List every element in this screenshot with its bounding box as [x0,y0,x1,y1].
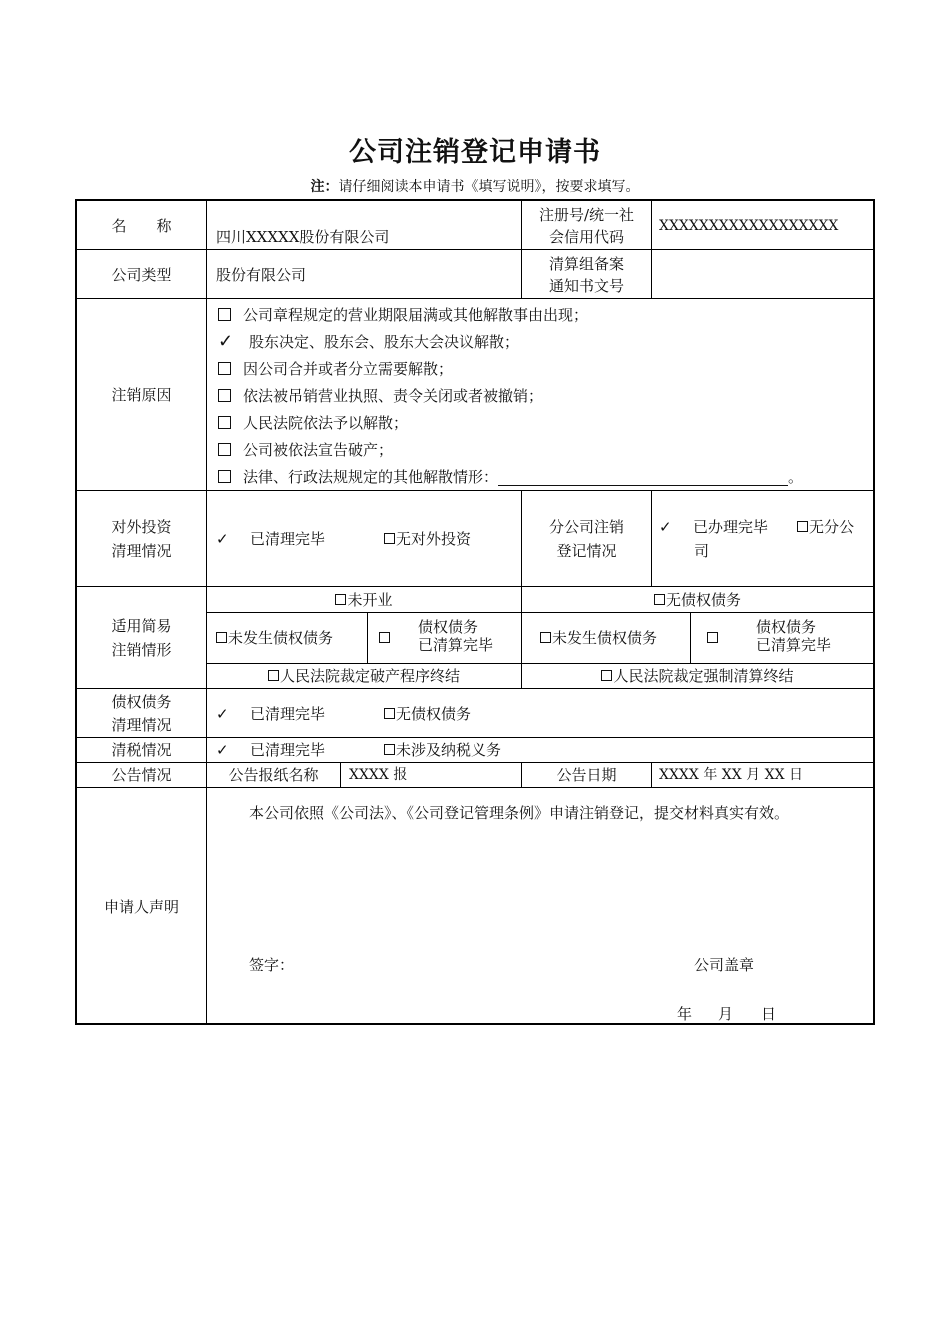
branch-label-line1: 分公司注销 [548,518,624,536]
checkbox-empty[interactable] [384,533,395,544]
note-text: 请仔细阅读本申请书《填写说明》，按要求填写。 [338,179,640,195]
simple-no-debt-occurred-2[interactable]: 未发生债权债务 [540,627,657,649]
tax-option-none[interactable]: 未涉及纳税义务 [384,739,501,761]
notice-number-label-line1: 清算组备案 [548,255,624,273]
company-name-value: 四川XXXXX股份有限公司 [216,228,390,246]
reg-code-label-line2: 会信用代码 [548,228,624,246]
simple-label-line2: 注销情形 [111,641,172,659]
debt-option-cleared[interactable]: ✓ 已清理完毕 [216,705,326,723]
reason-item-5[interactable]: 人民法院依法予以解散； [218,412,408,434]
checkbox-empty[interactable] [601,670,612,681]
simple-debt-cleared-1-line1: 债权债务 [418,618,479,636]
simple-debt-cleared-2-box[interactable] [707,627,719,649]
reason-item-2[interactable]: ✓ 股东决定、股东会、股东大会决议解散； [218,331,520,352]
checkbox-empty[interactable] [218,308,231,321]
company-name-label: 名 称 [111,217,172,235]
checkbox-empty[interactable] [540,632,551,643]
announcement-label: 公告情况 [111,766,172,784]
simple-debt-cleared-1-box[interactable] [379,627,391,649]
branch-option-none-wrap: 司 [694,542,710,560]
investment-label-line2: 清理情况 [111,542,172,560]
simple-no-debt[interactable]: 无债权债务 [522,589,873,611]
checkbox-empty[interactable] [707,632,718,643]
reason-item-7[interactable]: 法律、行政法规规定的其他解散情形： 。 [218,466,803,488]
tax-label: 清税情况 [111,741,172,759]
checkbox-empty[interactable] [335,594,346,605]
simple-debt-cleared-2-line2: 已清算完毕 [756,636,832,654]
form-note [0,176,950,196]
checkbox-empty[interactable] [268,670,279,681]
date-year-label: 年 [677,1005,693,1023]
note-label: 注： [310,179,339,195]
dissolution-reason-label: 注销原因 [111,386,172,404]
debt-label-line1: 债权债务 [111,693,172,711]
check-mark-icon[interactable]: ✓ [659,518,672,536]
checkbox-empty[interactable] [384,744,395,755]
checkbox-empty[interactable] [218,470,231,483]
announcement-date-value: XXXX 年 XX 月 XX 日 [659,767,803,783]
reg-code-value: XXXXXXXXXXXXXXXXXX [659,218,839,234]
company-type-label: 公司类型 [111,266,172,284]
branch-option-none[interactable]: 无分公 [797,516,854,538]
debt-label-line2: 清理情况 [111,716,172,734]
simple-not-opened[interactable]: 未开业 [207,589,521,611]
signature-label: 签字： [249,956,295,974]
reason-item-1[interactable]: 公司章程规定的营业期限届满或其他解散事由出现； [218,304,588,326]
checkbox-empty[interactable] [216,632,227,643]
simple-label-line1: 适用简易 [111,617,172,635]
check-mark-icon[interactable]: ✓ [216,705,229,723]
reason-item-6[interactable]: 公司被依法宣告破产； [218,439,393,461]
checkbox-empty[interactable] [654,594,665,605]
checkbox-empty[interactable] [218,362,231,375]
simple-liquidation-ended[interactable]: 人民法院裁定强制清算终结 [522,665,873,687]
declaration-text: 本公司依照《公司法》、《公司登记管理条例》申请注销登记，提交材料真实有效。 [249,804,790,822]
simple-bankruptcy-ended[interactable]: 人民法院裁定破产程序终结 [207,665,521,687]
newspaper-label: 公告报纸名称 [228,766,319,784]
company-seal-label: 公司盖章 [694,956,755,974]
declaration-label: 申请人声明 [103,898,179,916]
checkbox-empty[interactable] [218,389,231,402]
investment-option-cleared[interactable]: ✓ 已清理完毕 [216,530,326,548]
check-mark-icon[interactable]: ✓ [218,331,234,352]
checkbox-empty[interactable] [379,632,390,643]
simple-no-debt-occurred-1[interactable]: 未发生债权债务 [216,627,333,649]
checkbox-empty[interactable] [797,521,808,532]
investment-label-line1: 对外投资 [111,518,172,536]
tax-option-cleared[interactable]: ✓ 已清理完毕 [216,741,326,759]
date-month-label: 月 [718,1005,734,1023]
simple-debt-cleared-1-line2: 已清算完毕 [418,636,494,654]
newspaper-value: XXXX 报 [349,767,408,783]
investment-option-none[interactable]: 无对外投资 [384,528,471,550]
branch-label-line2: 登记情况 [556,542,617,560]
notice-number-label-line2: 通知书文号 [548,277,624,295]
reg-code-label-line1: 注册号/统一社 [538,206,635,224]
page-title: 公司注销登记申请书 [349,137,601,168]
checkbox-empty[interactable] [384,708,395,719]
debt-option-none[interactable]: 无债权债务 [384,703,471,725]
company-type-value: 股份有限公司 [216,266,307,284]
reason-item-4[interactable]: 依法被吊销营业执照、责令关闭或者被撤销； [218,385,543,407]
simple-debt-cleared-2-line1: 债权债务 [756,618,817,636]
date-day-label: 日 [761,1005,777,1023]
checkbox-empty[interactable] [218,416,231,429]
branch-option-done[interactable]: ✓ 已办理完毕 [659,518,769,536]
announcement-date-label: 公告日期 [556,766,617,784]
check-mark-icon[interactable]: ✓ [216,741,229,759]
reason-item-3[interactable]: 因公司合并或者分立需要解散； [218,358,453,380]
check-mark-icon[interactable]: ✓ [216,530,229,548]
other-reason-blank[interactable] [498,469,788,486]
checkbox-empty[interactable] [218,443,231,456]
